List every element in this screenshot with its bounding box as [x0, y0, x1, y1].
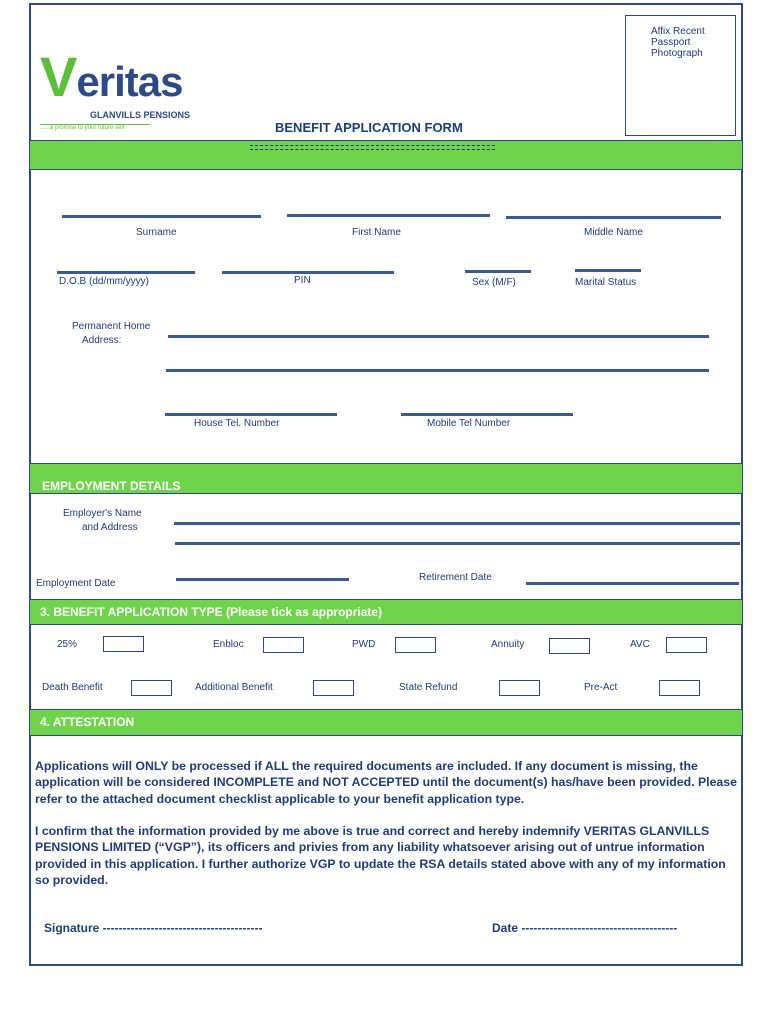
- marital-label: Marital Status: [575, 277, 637, 288]
- option-25-label: 25%: [57, 639, 78, 650]
- employer-line-1[interactable]: [174, 522, 740, 525]
- address-line-2[interactable]: [166, 369, 709, 372]
- attestation-band: [30, 709, 742, 736]
- option-pwd-checkbox[interactable]: [395, 637, 436, 653]
- address-label-2: Address:: [82, 335, 122, 346]
- option-annuity-label: Annuity: [491, 639, 525, 650]
- photo-box[interactable]: [625, 15, 736, 136]
- house-tel-label: House Tel. Number: [194, 418, 280, 429]
- benefit-header: 3. BENEFIT APPLICATION TYPE (Please tick as appropriate): [40, 605, 383, 619]
- option-pre-act-label: Pre-Act: [584, 682, 618, 693]
- address-line-1[interactable]: [168, 335, 709, 338]
- first-name-label: First Name: [352, 227, 401, 238]
- option-death-checkbox[interactable]: [131, 680, 172, 696]
- sex-line[interactable]: [465, 270, 531, 273]
- date-field[interactable]: Date ---------------------------------------: [492, 921, 678, 935]
- middle-name-label: Middle Name: [584, 227, 643, 238]
- retirement-date-label: Retirement Date: [419, 572, 492, 583]
- surname-label: Surname: [136, 227, 177, 238]
- option-enbloc-label: Enbloc: [213, 639, 244, 650]
- option-avc-checkbox[interactable]: [666, 637, 707, 653]
- signature-field[interactable]: Signature ----------------------------------------: [44, 921, 263, 935]
- mobile-tel-line[interactable]: [401, 413, 573, 416]
- employer-label-2: and Address: [82, 522, 138, 533]
- option-avc-label: AVC: [630, 639, 650, 650]
- first-name-line[interactable]: [287, 214, 490, 217]
- address-label-1: Permanent Home: [72, 321, 151, 332]
- option-state-refund-checkbox[interactable]: [499, 680, 540, 696]
- surname-line[interactable]: [62, 215, 261, 218]
- mobile-tel-label: Mobile Tel Number: [427, 418, 511, 429]
- option-pwd-label: PWD: [352, 639, 376, 650]
- logo-tagline: ......a promise to your future self: [40, 124, 150, 131]
- pin-label: PIN: [294, 275, 311, 286]
- option-additional-checkbox[interactable]: [313, 680, 354, 696]
- employment-date-line[interactable]: [176, 578, 349, 581]
- dob-label: D.O.B (dd/mm/yyyy): [59, 276, 150, 287]
- employment-date-label: Employment Date: [36, 578, 116, 589]
- employer-line-2[interactable]: [175, 542, 740, 545]
- retirement-date-line[interactable]: [526, 582, 739, 585]
- attestation-paragraph-2: I confirm that the information provided by me above is true and correct and hereby indemnify VERITAS GLANVILLS PENSIONS LIMITED (“VGP”), its officers and privies from any liability whatsoever arising out of untrue information provided in this application. I further authorize VGP to update the RSA details stated above with any of my information so provided.: [35, 824, 726, 888]
- middle-name-line[interactable]: [506, 216, 721, 219]
- veritas-logo: Veritas: [40, 45, 183, 108]
- option-state-refund-label: State Refund: [399, 682, 458, 693]
- attestation-paragraph-1: Applications will ONLY be processed if ALL the required documents are included. If any document is missing, the application will be considered INCOMPLETE and NOT ACCEPTED until the document(s) has/have been provided. Please refer to the attached document checklist applicable to your benefit application type.: [35, 759, 737, 806]
- option-25-checkbox[interactable]: [103, 636, 144, 652]
- option-pre-act-checkbox[interactable]: [659, 680, 700, 696]
- form-title: BENEFIT APPLICATION FORM: [275, 120, 463, 135]
- option-additional-label: Additional Benefit: [195, 682, 273, 693]
- attestation-header: 4. ATTESTATION: [40, 715, 135, 729]
- house-tel-line[interactable]: [165, 413, 337, 416]
- title-underline-overlay: [250, 145, 495, 150]
- photo-label-3: Photograph: [651, 48, 703, 59]
- option-death-label: Death Benefit: [42, 682, 103, 693]
- employment-header: EMPLOYMENT DETAILS: [42, 479, 181, 493]
- photo-label-1: Affix Recent: [651, 26, 705, 37]
- logo-subtitle: GLANVILLS PENSIONS: [90, 110, 191, 120]
- dob-line[interactable]: [57, 271, 195, 274]
- employer-label-1: Employer's Name: [63, 508, 142, 519]
- photo-label-2: Passport: [651, 37, 691, 48]
- option-annuity-checkbox[interactable]: [549, 638, 590, 654]
- sex-label: Sex (M/F): [472, 277, 516, 288]
- option-enbloc-checkbox[interactable]: [263, 637, 304, 653]
- marital-line[interactable]: [575, 269, 641, 272]
- pin-line[interactable]: [222, 271, 394, 274]
